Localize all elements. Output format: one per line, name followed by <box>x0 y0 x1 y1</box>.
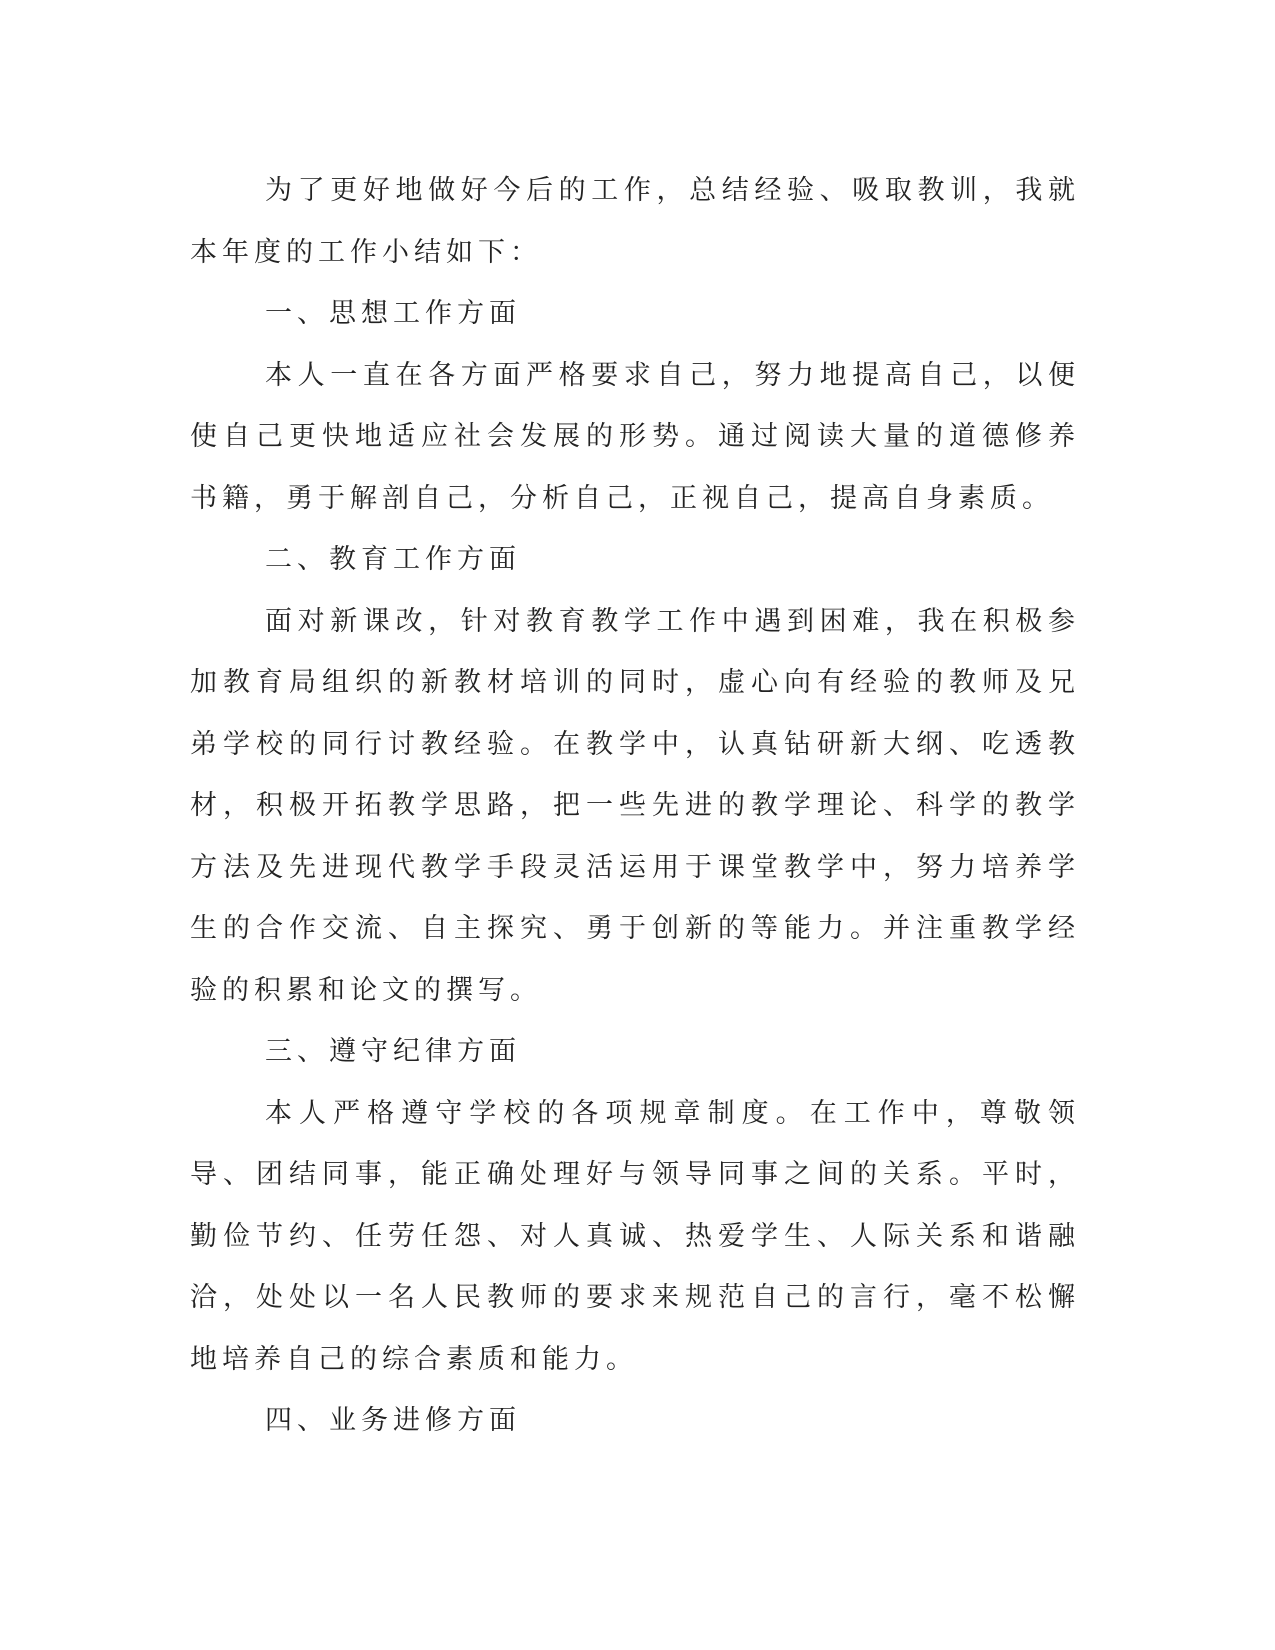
paragraph-thought: 本人一直在各方面严格要求自己，努力地提高自己，以便使自己更快地适应社会发展的形势。通过阅读大量的道德修养书籍，勇于解剖自己，分析自己，正视自己，提高自身素质。 <box>190 359 1080 514</box>
intro-paragraph: 为了更好地做好今后的工作，总结经验、吸取教训，我就本年度的工作小结如下： <box>190 175 1080 268</box>
section-heading-education: 二、教育工作方面 <box>265 544 521 575</box>
paragraph-discipline: 本人严格遵守学校的各项规章制度。在工作中，尊敬领导、团结同事，能正确处理好与领导同事之间的关系。平时，勤俭节约、任劳任怨、对人真诚、热爱学生、人际关系和谐融洽，处处以一名人民教师的要求来规范自己的言行，毫不松懈地培养自己的综合素质和能力。 <box>190 1097 1080 1375</box>
section-heading-discipline: 三、遵守纪律方面 <box>265 1036 521 1067</box>
section-heading-study: 四、业务进修方面 <box>265 1405 521 1436</box>
document-body <box>190 160 1080 1452</box>
section-heading-thought: 一、思想工作方面 <box>265 298 521 329</box>
paragraph-education: 面对新课改，针对教育教学工作中遇到困难，我在积极参加教育局组织的新教材培训的同时，虚心向有经验的教师及兄弟学校的同行讨教经验。在教学中，认真钻研新大纲、吃透教材，积极开拓教学思路，把一些先进的教学理论、科学的教学方法及先进现代教学手段灵活运用于课堂教学中，努力培养学生的合作交流、自主探究、勇于创新的等能力。并注重教学经验的积累和论文的撰写。 <box>190 605 1080 1006</box>
